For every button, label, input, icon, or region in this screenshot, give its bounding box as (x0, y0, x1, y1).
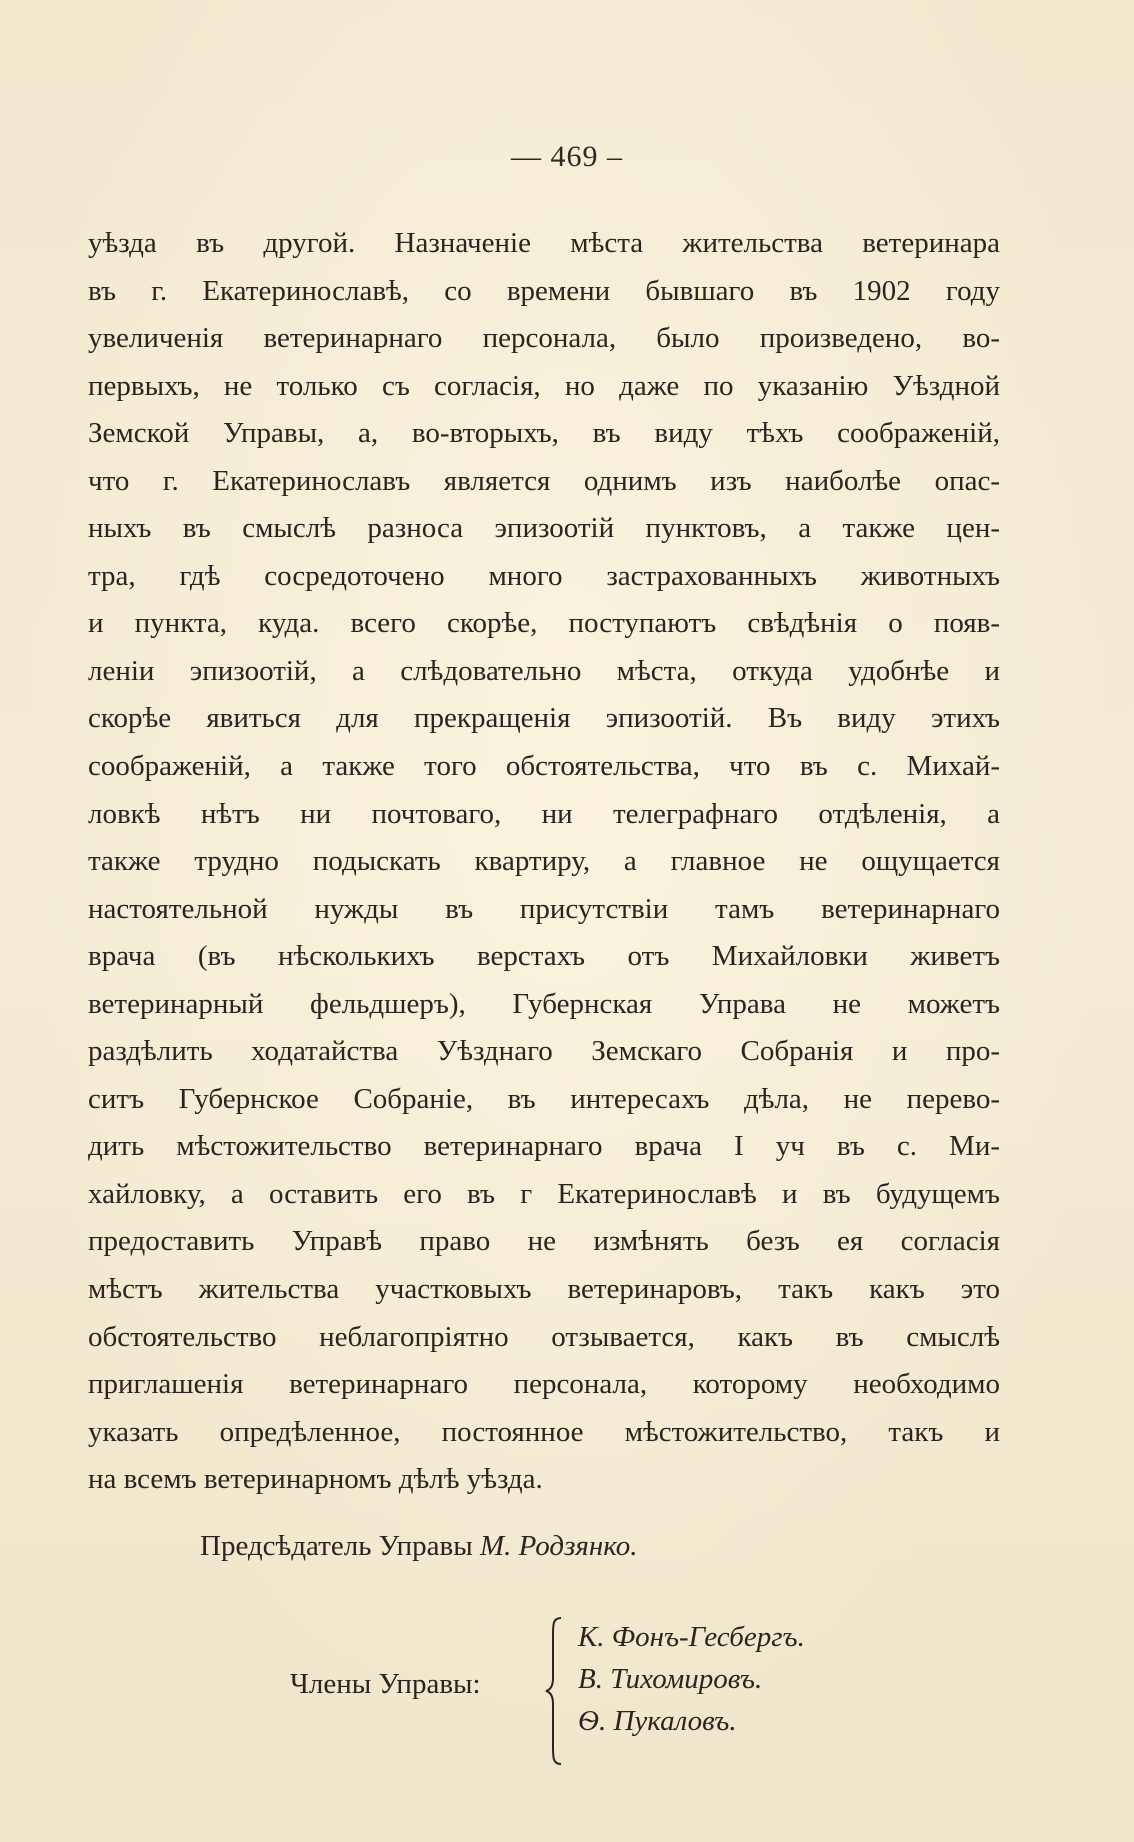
chairman-title: Предсѣдатель Управы (200, 1530, 473, 1562)
text-line: раздѣлить ходатайства Уѣзднаго Земскаго Собранія и про- (88, 1035, 1000, 1068)
text-line: приглашенія ветеринарнаго персонала, которому необходимо (88, 1368, 1000, 1401)
text-line: тра, гдѣ сосредоточено много застрахованныхъ животныхъ (88, 559, 1000, 592)
text-line: мѣстъ жительства участковыхъ ветеринаровъ, такъ какъ это (88, 1273, 1000, 1306)
body-text (88, 220, 1000, 1504)
text-line: также трудно подыскать квартиру, а главное не ощущается (88, 845, 1000, 878)
member-name: В. Тихомировъ. (578, 1663, 763, 1695)
text-line: дить мѣстожительство ветеринарнаго врача I уч въ с. Ми- (88, 1130, 1000, 1163)
curly-brace-icon (544, 1616, 564, 1766)
text-line: указать опредѣленное, постоянное мѣстожительство, такъ и (88, 1415, 1000, 1448)
text-line: и пункта, куда. всего скорѣе, поступаютъ свѣдѣнія о появ- (88, 607, 1000, 640)
text-line-last: на всемъ ветеринарномъ дѣлѣ уѣзда. (88, 1463, 543, 1496)
page-number: — 469 – (511, 140, 623, 173)
text-line: уѣзда въ другой. Назначеніе мѣста жительства ветеринара (88, 227, 1000, 259)
text-line: что г. Екатеринославъ является однимъ изъ наиболѣе опас- (88, 464, 1000, 497)
chairman-name: М. Родзянко. (479, 1530, 638, 1562)
member-name: Ѳ. Пукаловъ. (578, 1705, 737, 1737)
text-line: леніи эпизоотій, а слѣдовательно мѣста, откуда удобнѣе и (88, 654, 1000, 687)
text-line: увеличенія ветеринарнаго персонала, было произведено, во- (88, 322, 1000, 355)
member-list (578, 1616, 805, 1742)
text-line: ситъ Губернское Собраніе, въ интересахъ дѣла, не перево- (88, 1082, 1000, 1115)
text-line: ныхъ въ смыслѣ разноса эпизоотій пунктовъ, а также цен- (88, 512, 1000, 545)
text-line: врача (въ нѣсколькихъ верстахъ отъ Михайловки живетъ (88, 940, 1000, 973)
chairman-signature (200, 1530, 638, 1563)
text-line: соображеній, а также того обстоятельства, что въ с. Михай- (88, 750, 1000, 783)
text-line: Земской Управы, а, во-вторыхъ, въ виду тѣхъ соображеній, (88, 417, 1000, 450)
members-label: Члены Управы: (290, 1668, 481, 1700)
text-line: первыхъ, не только съ согласія, но даже по указанію Уѣздной (88, 369, 1000, 402)
text-line: настоятельной нужды въ присутствіи тамъ ветеринарнаго (88, 892, 1000, 925)
board-members (290, 1616, 940, 1766)
text-line: въ г. Екатеринославѣ, со времени бывшаго въ 1902 году (88, 274, 1000, 307)
text-line: предоставить Управѣ право не измѣнять безъ ея согласія (88, 1225, 1000, 1258)
text-line: ловкѣ нѣтъ ни почтоваго, ни телеграфнаго отдѣленія, а (88, 797, 1000, 830)
text-line: скорѣе явиться для прекращенія эпизоотій. Въ виду этихъ (88, 702, 1000, 735)
text-line: хайловку, а оставить его въ г Екатеринославѣ и въ будущемъ (88, 1177, 1000, 1210)
text-line: обстоятельство неблагопріятно отзывается, какъ въ смыслѣ (88, 1320, 1000, 1353)
member-name: К. Фонъ-Гесбергъ. (578, 1621, 805, 1653)
text-line: ветеринарный фельдшеръ), Губернская Управа не можетъ (88, 987, 1000, 1020)
